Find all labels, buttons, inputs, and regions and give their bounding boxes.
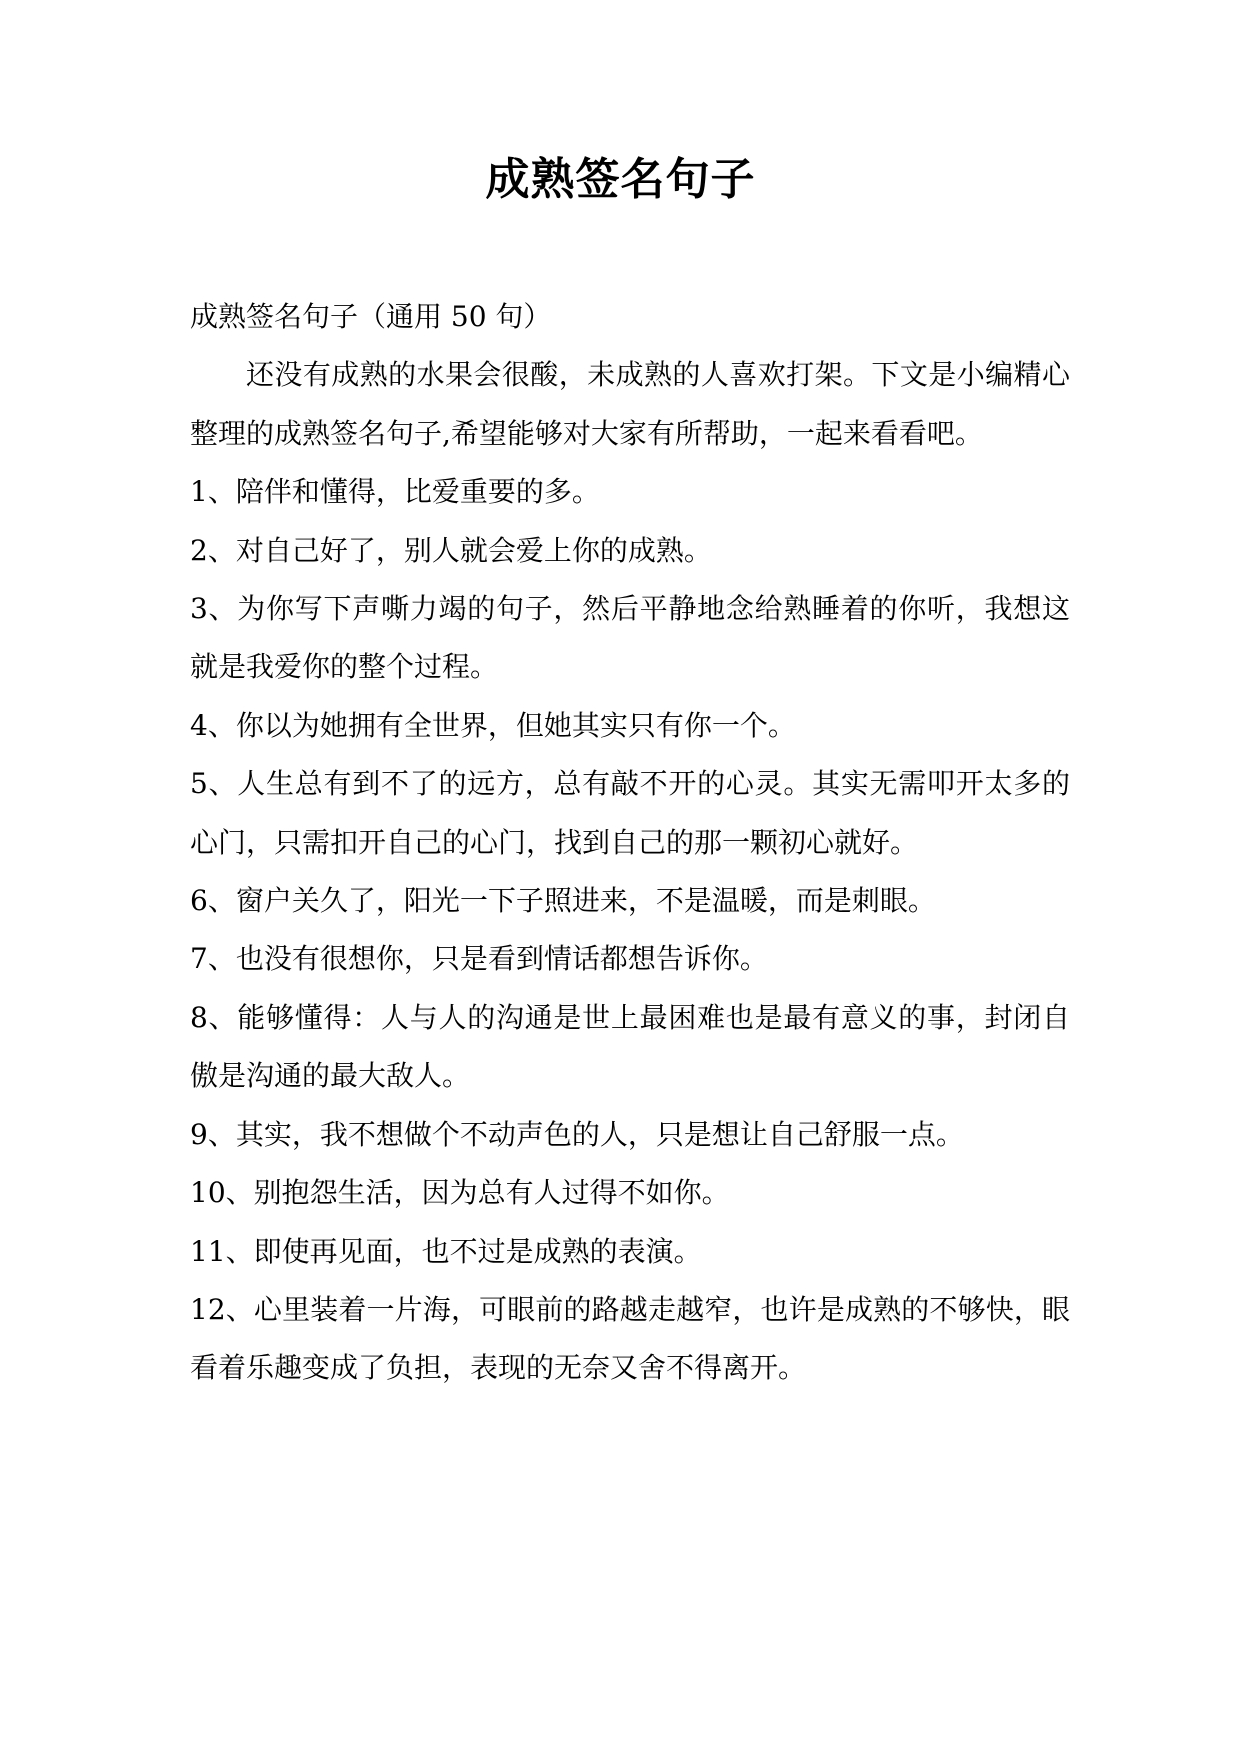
list-item: 7、也没有很想你，只是看到情话都想告诉你。 bbox=[190, 942, 768, 976]
document-title: 成熟签名句子 bbox=[485, 154, 756, 205]
document-body bbox=[190, 288, 1070, 1398]
list-item: 2、对自己好了，别人就会爱上你的成熟。 bbox=[190, 533, 712, 567]
document-subtitle: 成熟签名句子（通用 50 句） bbox=[190, 300, 552, 333]
list-item: 4、你以为她拥有全世界，但她其实只有你一个。 bbox=[190, 708, 796, 742]
list-item: 3、为你写下声嘶力竭的句子，然后平静地念给熟睡着的你听，我想这就是我爱你的整个过程。 bbox=[190, 592, 1070, 684]
list-item: 1、陪伴和懂得，比爱重要的多。 bbox=[190, 475, 600, 509]
list-item: 10、别抱怨生活，因为总有人过得不如你。 bbox=[190, 1176, 730, 1210]
list-item: 8、能够懂得：人与人的沟通是世上最困难也是最有意义的事，封闭自傲是沟通的最大敌人。 bbox=[190, 1000, 1070, 1093]
list-item: 9、其实，我不想做个不动声色的人，只是想让自己舒服一点。 bbox=[190, 1117, 964, 1151]
list-item: 12、心里装着一片海，可眼前的路越走越窄，也许是成熟的不够快，眼看着乐趣变成了负担，表现的无奈又舍不得离开。 bbox=[190, 1292, 1070, 1385]
list-item: 11、即使再见面，也不过是成熟的表演。 bbox=[190, 1234, 702, 1268]
list-item: 5、人生总有到不了的远方，总有敲不开的心灵。其实无需叩开太多的心门，只需扣开自己的心门，找到自己的那一颗初心就好。 bbox=[190, 767, 1070, 859]
intro-paragraph: 还没有成熟的水果会很酸，未成熟的人喜欢打架。下文是小编精心整理的成熟签名句子,希望能够对大家有所帮助，一起来看看吧。 bbox=[190, 358, 1070, 450]
list-item: 6、窗户关久了，阳光一下子照进来，不是温暖，而是刺眼。 bbox=[190, 884, 936, 918]
